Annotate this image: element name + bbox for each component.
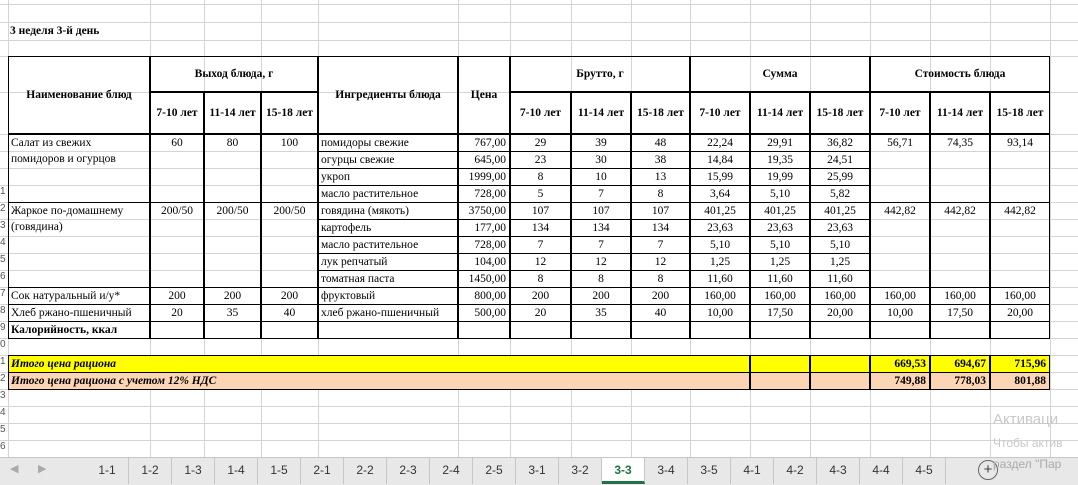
- header-price[interactable]: Цена: [458, 56, 510, 134]
- brutto-cell[interactable]: 48: [631, 134, 690, 152]
- sheet-title[interactable]: 3 неделя 3-й день: [10, 25, 100, 37]
- sum-cell[interactable]: 5,10: [750, 236, 810, 254]
- total-vat-label[interactable]: Итого цена рациона с учетом 12% НДС: [8, 372, 750, 390]
- brutto-cell[interactable]: 20: [510, 304, 571, 322]
- brutto-cell[interactable]: 7: [571, 185, 631, 203]
- header-brutto[interactable]: Брутто, г: [510, 56, 690, 92]
- calories-cell[interactable]: [690, 321, 750, 339]
- header-dish-name[interactable]: Наименование блюд: [8, 56, 150, 134]
- sheet-tab[interactable]: 1-5: [258, 458, 301, 484]
- sum-cell[interactable]: 10,00: [690, 304, 750, 322]
- dish-output-cell[interactable]: 60: [150, 134, 204, 203]
- sheet-tab[interactable]: 3-1: [516, 458, 559, 484]
- dish-name-line: помидоров и огурцов: [11, 153, 116, 165]
- total-vat-value[interactable]: 749,88: [870, 372, 930, 390]
- dish-cost-cell[interactable]: 10,00: [870, 304, 930, 322]
- brutto-cell[interactable]: 5: [510, 185, 571, 203]
- sum-cell[interactable]: 23,63: [810, 219, 870, 237]
- calories-cell[interactable]: [870, 321, 930, 339]
- row-number[interactable]: 5: [0, 254, 6, 265]
- header-age[interactable]: 15-18 лет: [261, 92, 318, 134]
- row-number[interactable]: 6: [0, 271, 6, 282]
- price-cell[interactable]: 1999,00: [458, 168, 510, 186]
- dish-output-cell[interactable]: 80: [204, 134, 261, 203]
- brutto-cell[interactable]: 40: [631, 304, 690, 322]
- sum-cell[interactable]: 25,99: [810, 168, 870, 186]
- dish-cost-cell[interactable]: 74,35: [930, 134, 990, 203]
- total-value[interactable]: 715,96: [990, 355, 1050, 373]
- header-age[interactable]: 15-18 лет: [810, 92, 870, 134]
- row-number[interactable]: 1: [0, 356, 6, 367]
- sheet-tab[interactable]: 2-4: [430, 458, 473, 484]
- sum-cell[interactable]: 5,10: [690, 236, 750, 254]
- dish-output-cell[interactable]: 40: [261, 304, 318, 322]
- ingredient-cell[interactable]: лук репчатый: [318, 253, 458, 271]
- sum-cell[interactable]: 24,51: [810, 151, 870, 169]
- grid-line: [0, 423, 1078, 424]
- sheet-tab[interactable]: 2-3: [387, 458, 430, 484]
- brutto-cell[interactable]: 8: [631, 270, 690, 288]
- header-age[interactable]: 15-18 лет: [990, 92, 1050, 134]
- add-sheet-icon[interactable]: +: [978, 460, 998, 480]
- brutto-cell[interactable]: 107: [510, 202, 571, 220]
- dish-cost-cell[interactable]: 17,50: [930, 304, 990, 322]
- grid-line: [0, 40, 1078, 41]
- brutto-cell[interactable]: 200: [571, 287, 631, 305]
- brutto-cell[interactable]: 107: [631, 202, 690, 220]
- sum-cell[interactable]: 5,82: [810, 185, 870, 203]
- row-number[interactable]: 9: [0, 322, 6, 333]
- sum-cell[interactable]: 1,25: [690, 253, 750, 271]
- row-number[interactable]: 3: [0, 390, 6, 401]
- price-cell[interactable]: 1450,00: [458, 270, 510, 288]
- total-value[interactable]: 694,67: [930, 355, 990, 373]
- brutto-cell[interactable]: 8: [631, 185, 690, 203]
- sheet-tab[interactable]: 4-3: [817, 458, 860, 484]
- activation-watermark-line3: раздел "Пар: [993, 457, 1062, 471]
- row-number[interactable]: 5: [0, 424, 6, 435]
- price-cell[interactable]: 767,00: [458, 134, 510, 152]
- sum-cell[interactable]: 5,10: [750, 185, 810, 203]
- brutto-cell[interactable]: 12: [571, 253, 631, 271]
- sum-cell[interactable]: 36,82: [810, 134, 870, 152]
- price-cell[interactable]: 104,00: [458, 253, 510, 271]
- header-age[interactable]: 11-14 лет: [750, 92, 810, 134]
- row-number[interactable]: 0: [0, 339, 6, 350]
- brutto-cell[interactable]: 134: [510, 219, 571, 237]
- header-age[interactable]: 11-14 лет: [571, 92, 631, 134]
- row-number[interactable]: 8: [0, 305, 6, 316]
- sum-cell[interactable]: 19,35: [750, 151, 810, 169]
- sheet-tab[interactable]: 1-2: [129, 458, 172, 484]
- header-ingredients[interactable]: Ингредиенты блюда: [318, 56, 458, 134]
- sum-cell[interactable]: 401,25: [810, 202, 870, 220]
- scroll-right-icon[interactable]: ▶: [38, 463, 47, 475]
- grid-line: [0, 4, 1078, 5]
- sum-cell[interactable]: 23,63: [750, 219, 810, 237]
- ingredient-cell[interactable]: картофель: [318, 219, 458, 237]
- price-cell[interactable]: 645,00: [458, 151, 510, 169]
- dish-name-line: Сок натуральный и/у*: [11, 290, 121, 302]
- dish-cost-cell[interactable]: 442,82: [930, 202, 990, 288]
- total-empty-cell[interactable]: [750, 355, 810, 373]
- dish-name-cell[interactable]: [8, 202, 150, 288]
- brutto-cell[interactable]: 200: [631, 287, 690, 305]
- calories-cell[interactable]: [930, 321, 990, 339]
- brutto-cell[interactable]: 12: [510, 253, 571, 271]
- calories-label[interactable]: Калорийность, ккал: [8, 321, 150, 339]
- price-cell[interactable]: 728,00: [458, 236, 510, 254]
- brutto-cell[interactable]: 12: [631, 253, 690, 271]
- sum-cell[interactable]: 401,25: [750, 202, 810, 220]
- header-cost[interactable]: Стоимость блюда: [870, 56, 1050, 92]
- sheet-tab[interactable]: 3-5: [688, 458, 731, 484]
- sheet-tab[interactable]: 1-1: [86, 458, 129, 484]
- dish-cost-cell[interactable]: 93,14: [990, 134, 1050, 203]
- dish-name-cell[interactable]: [8, 134, 150, 203]
- sum-cell[interactable]: 5,10: [810, 236, 870, 254]
- sum-cell[interactable]: 11,60: [690, 270, 750, 288]
- calories-cell[interactable]: [810, 321, 870, 339]
- sheet-tab[interactable]: 3-4: [645, 458, 688, 484]
- header-age[interactable]: 11-14 лет: [930, 92, 990, 134]
- dish-output-cell[interactable]: 100: [261, 134, 318, 203]
- sheet-tab[interactable]: 4-2: [774, 458, 817, 484]
- sum-cell[interactable]: 22,24: [690, 134, 750, 152]
- header-sum[interactable]: Сумма: [690, 56, 870, 92]
- row-number[interactable]: 1: [0, 186, 6, 197]
- ingredient-cell[interactable]: масло растительное: [318, 185, 458, 203]
- brutto-cell[interactable]: 8: [510, 270, 571, 288]
- calories-cell[interactable]: [261, 321, 318, 339]
- row-number[interactable]: 2: [0, 373, 6, 384]
- ingredient-cell[interactable]: масло растительное: [318, 236, 458, 254]
- dish-cost-cell[interactable]: 160,00: [870, 287, 930, 305]
- ingredient-cell[interactable]: фруктовый: [318, 287, 458, 305]
- sum-cell[interactable]: 15,99: [690, 168, 750, 186]
- dish-cost-cell[interactable]: 160,00: [990, 287, 1050, 305]
- dish-cost-cell[interactable]: 56,71: [870, 134, 930, 203]
- sheet-tab[interactable]: 4-1: [731, 458, 774, 484]
- header-output[interactable]: Выход блюда, г: [150, 56, 318, 92]
- sum-cell[interactable]: 1,25: [810, 253, 870, 271]
- brutto-cell[interactable]: 39: [571, 134, 631, 152]
- brutto-cell[interactable]: 8: [510, 168, 571, 186]
- sum-cell[interactable]: 11,60: [750, 270, 810, 288]
- sum-cell[interactable]: 11,60: [810, 270, 870, 288]
- dish-name-line: Салат из свежих: [11, 137, 92, 149]
- dish-name-line: (говядина): [11, 221, 63, 233]
- brutto-cell[interactable]: 134: [631, 219, 690, 237]
- sum-cell[interactable]: 23,63: [690, 219, 750, 237]
- brutto-cell[interactable]: 29: [510, 134, 571, 152]
- sum-cell[interactable]: 17,50: [750, 304, 810, 322]
- grid-line: [0, 406, 1078, 407]
- sum-cell[interactable]: 3,64: [690, 185, 750, 203]
- sum-cell[interactable]: 160,00: [750, 287, 810, 305]
- brutto-cell[interactable]: 7: [571, 236, 631, 254]
- brutto-cell[interactable]: 200: [510, 287, 571, 305]
- sheet-tab[interactable]: 2-1: [301, 458, 344, 484]
- total-vat-empty-cell[interactable]: [750, 372, 810, 390]
- brutto-cell[interactable]: 10: [571, 168, 631, 186]
- sheet-tab[interactable]: 4-5: [903, 458, 946, 484]
- dish-output-cell[interactable]: 20: [150, 304, 204, 322]
- sum-cell[interactable]: 160,00: [810, 287, 870, 305]
- ingredient-cell[interactable]: томатная паста: [318, 270, 458, 288]
- dish-name-line: Жаркое по-домашнему: [11, 205, 124, 217]
- sum-cell[interactable]: 160,00: [690, 287, 750, 305]
- grid-line: [0, 440, 1078, 441]
- total-empty-cell[interactable]: [810, 355, 870, 373]
- dish-output-cell[interactable]: 200: [204, 287, 261, 305]
- price-cell[interactable]: 800,00: [458, 287, 510, 305]
- sheet-tab[interactable]: 4-4: [860, 458, 903, 484]
- sheet-tab[interactable]: 1-3: [172, 458, 215, 484]
- header-age[interactable]: 7-10 лет: [150, 92, 204, 134]
- total-value[interactable]: 669,53: [870, 355, 930, 373]
- price-cell[interactable]: 500,00: [458, 304, 510, 322]
- row-number[interactable]: 4: [0, 407, 6, 418]
- dish-output-cell[interactable]: 200: [261, 287, 318, 305]
- ingredient-cell[interactable]: говядина (мякоть): [318, 202, 458, 220]
- header-age[interactable]: 7-10 лет: [510, 92, 571, 134]
- total-vat-value[interactable]: 778,03: [930, 372, 990, 390]
- scroll-left-icon[interactable]: ◀: [10, 463, 19, 475]
- activation-watermark-line2: Чтобы актив: [993, 436, 1063, 450]
- sheet-tab[interactable]: 1-4: [215, 458, 258, 484]
- dish-name-line: Хлеб ржано-пшеничный: [11, 307, 132, 319]
- total-vat-value[interactable]: 801,88: [990, 372, 1050, 390]
- ingredient-cell[interactable]: укроп: [318, 168, 458, 186]
- calories-cell[interactable]: [571, 321, 631, 339]
- brutto-cell[interactable]: 13: [631, 168, 690, 186]
- calories-cell[interactable]: [750, 321, 810, 339]
- sum-cell[interactable]: 401,25: [690, 202, 750, 220]
- row-number[interactable]: 4: [0, 237, 6, 248]
- sheet-tab[interactable]: 2-2: [344, 458, 387, 484]
- dish-output-cell[interactable]: 200/50: [261, 202, 318, 288]
- price-cell[interactable]: 177,00: [458, 219, 510, 237]
- ingredient-cell[interactable]: помидоры свежие: [318, 134, 458, 152]
- price-cell[interactable]: 728,00: [458, 185, 510, 203]
- sum-cell[interactable]: 29,91: [750, 134, 810, 152]
- calories-cell[interactable]: [510, 321, 571, 339]
- sum-cell[interactable]: 20,00: [810, 304, 870, 322]
- brutto-cell[interactable]: 134: [571, 219, 631, 237]
- total-vat-empty-cell[interactable]: [810, 372, 870, 390]
- header-age[interactable]: 15-18 лет: [631, 92, 690, 134]
- row-number[interactable]: 7: [0, 288, 6, 299]
- dish-cost-cell[interactable]: 160,00: [930, 287, 990, 305]
- sum-cell[interactable]: 1,25: [750, 253, 810, 271]
- dish-output-cell[interactable]: 200/50: [150, 202, 204, 288]
- brutto-cell[interactable]: 35: [571, 304, 631, 322]
- brutto-cell[interactable]: 7: [510, 236, 571, 254]
- ingredient-cell[interactable]: огурцы свежие: [318, 151, 458, 169]
- header-age[interactable]: 7-10 лет: [870, 92, 930, 134]
- row-number[interactable]: 6: [0, 441, 6, 452]
- activation-watermark: Активаци: [993, 411, 1059, 428]
- calories-cell[interactable]: [318, 321, 458, 339]
- sum-cell[interactable]: 14,84: [690, 151, 750, 169]
- brutto-cell[interactable]: 7: [631, 236, 690, 254]
- calories-cell[interactable]: [458, 321, 510, 339]
- sheet-tab[interactable]: 3-3: [602, 458, 645, 484]
- total-label[interactable]: Итого цена рациона: [8, 355, 750, 373]
- calories-cell[interactable]: [150, 321, 204, 339]
- brutto-cell[interactable]: 8: [571, 270, 631, 288]
- brutto-cell[interactable]: 30: [571, 151, 631, 169]
- price-cell[interactable]: 3750,00: [458, 202, 510, 220]
- brutto-cell[interactable]: 107: [571, 202, 631, 220]
- calories-cell[interactable]: [631, 321, 690, 339]
- dish-cost-cell[interactable]: 442,82: [990, 202, 1050, 288]
- sheet-tab[interactable]: 3-2: [559, 458, 602, 484]
- sum-cell[interactable]: 19,99: [750, 168, 810, 186]
- dish-output-cell[interactable]: 35: [204, 304, 261, 322]
- dish-output-cell[interactable]: 200/50: [204, 202, 261, 288]
- header-age[interactable]: 11-14 лет: [204, 92, 261, 134]
- dish-output-cell[interactable]: 200: [150, 287, 204, 305]
- sheet-tab[interactable]: 2-5: [473, 458, 516, 484]
- brutto-cell[interactable]: 23: [510, 151, 571, 169]
- brutto-cell[interactable]: 38: [631, 151, 690, 169]
- row-number[interactable]: 2: [0, 203, 6, 214]
- ingredient-cell[interactable]: хлеб ржано-пшеничный: [318, 304, 458, 322]
- row-number[interactable]: 3: [0, 220, 6, 231]
- calories-cell[interactable]: [204, 321, 261, 339]
- dish-name-cell[interactable]: [8, 287, 150, 305]
- dish-cost-cell[interactable]: 442,82: [870, 202, 930, 288]
- sheet-tab-bar: [0, 457, 1078, 485]
- dish-name-cell[interactable]: [8, 304, 150, 322]
- dish-cost-cell[interactable]: 20,00: [990, 304, 1050, 322]
- header-age[interactable]: 7-10 лет: [690, 92, 750, 134]
- calories-cell[interactable]: [990, 321, 1050, 339]
